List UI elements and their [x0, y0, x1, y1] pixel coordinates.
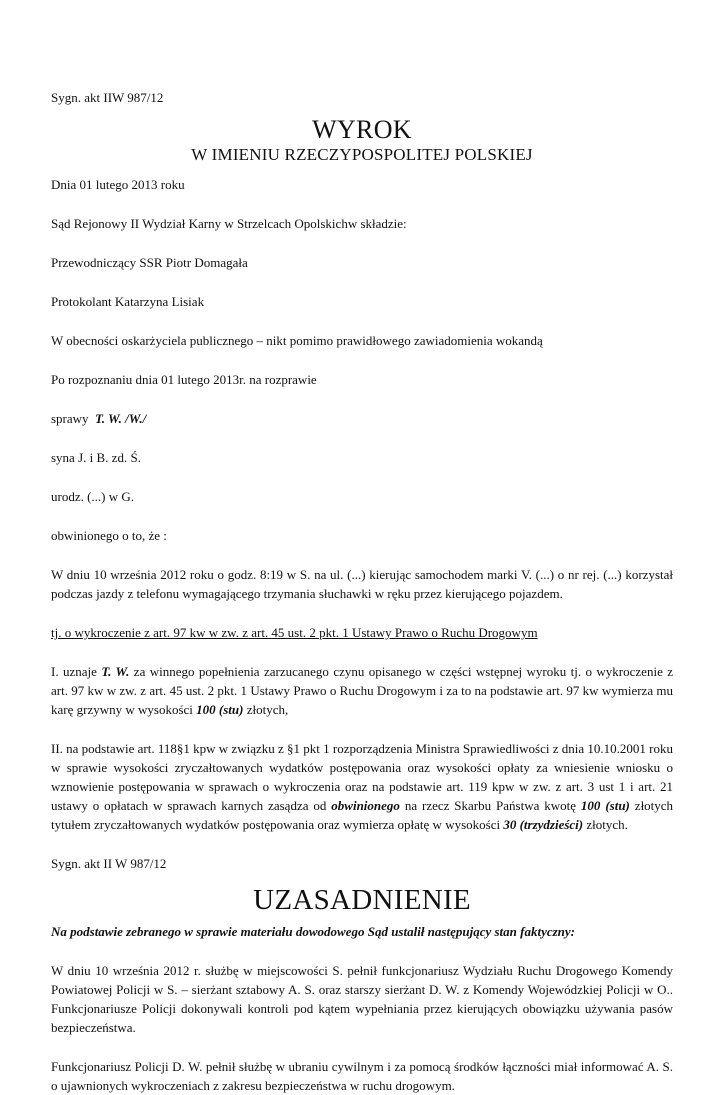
case-line — [51, 409, 673, 428]
document-body — [51, 88, 673, 1095]
justification-title: UZASADNIENIE — [253, 884, 471, 916]
verdict-2-party: obwinionego — [331, 798, 400, 813]
verdict-2-text-d: złotych. — [586, 817, 628, 832]
clerk-line: Protokolant Katarzyna Lisiak — [51, 294, 205, 309]
verdict-1-amount: 100 (stu) — [196, 702, 244, 717]
justification-paragraph-2: Funkcjonariusz Policji D. W. pełnił służbę w ubraniu cywilnym i za pomocą środków łączności miał informować A. S. o ujawnionych wykroczeniach z zakresu bezpieczeństwa w ruchu drogowym. — [51, 1059, 673, 1093]
son-of-line: syna J. i B. zd. Ś. — [51, 450, 141, 465]
verdict-1-defendant: T. W. — [101, 664, 130, 679]
document-title: WYROK — [312, 115, 412, 144]
justification-signature: Sygn. akt II W 987/12 — [51, 856, 167, 871]
verdict-point-1 — [51, 662, 673, 719]
justification-heading: Na podstawie zebranego w sprawie materiału dowodowego Sąd ustalił następujący stan faktyczny: — [51, 924, 575, 939]
verdict-2-fee: 30 (trzydzieści) — [503, 817, 584, 832]
offence-line: tj. o wykroczenie z art. 97 kw w zw. z art. 45 ust. 2 pkt. 1 Ustawy Prawo o Ruchu Drogowym — [51, 625, 538, 640]
date-line: Dnia 01 lutego 2013 roku — [51, 177, 185, 192]
verdict-2-text-a: II. na podstawie art. 118§1 kpw w związku z §1 pkt 1 rozporządzenia Ministra Sprawiedliwości z dnia 10.10.2001 roku w sprawie wysokości zryczałtowanych wydatków postępowania oraz wysokości opłaty za wniesienie wniosku o wznowienie postępowania w sprawach o wykroczenia oraz na podstawie art. 119 kpw w zw. z art. 3 ust 1 i art. 21 ustawy o opłatach w sprawach karnych zasądza od — [51, 741, 673, 813]
case-prefix: sprawy — [51, 411, 89, 426]
verdict-1-text-a: I. uznaje — [51, 664, 97, 679]
justification-paragraph-1: W dniu 10 września 2012 r. służbę w miejscowości S. pełnił funkcjonariusz Wydziału Ruchu Drogowego Komendy Powiatowej Policji w S. – sierżant sztabowy A. S. oraz starszy sierżant D. W. z Komendy Wojewódzkiej Policji w O.. Funkcjonariusze Policji dokonywali kontroli pod kątem wypełniania przez kierujących obowiązku używania pasów bezpieczeństwa. — [51, 963, 673, 1035]
verdict-2-amount: 100 (stu) — [580, 798, 630, 813]
verdict-point-2 — [51, 739, 673, 834]
court-line: Sąd Rejonowy II Wydział Karny w Strzelcach Opolskichw składzie: — [51, 216, 407, 231]
verdict-1-text-c: złotych, — [246, 702, 289, 717]
verdict-2-text-c: złotych tytułem zryczałtowanych wydatków postępowania oraz wymierza opłatę w wysokości — [51, 798, 674, 832]
verdict-2-text-b: na rzecz Skarbu Państwa kwotę — [404, 798, 577, 813]
case-signature: Sygn. akt IIW 987/12 — [51, 90, 164, 105]
document-subtitle: W IMIENIU RZECZYPOSPOLITEJ POLSKIEJ — [191, 145, 533, 164]
facts-paragraph: W dniu 10 września 2012 roku o godz. 8:19 w S. na ul. (...) kierując samochodem marki V. (...) o nr rej. (...) korzystał podczas jazdy z telefonu wymagającego trzymania słuchawki w ręku przez kierującego pojazdem. — [51, 567, 673, 601]
prosecutor-line: W obecności oskarżyciela publicznego – nikt pomimo prawidłowego zawiadomienia wokandą — [51, 333, 543, 348]
charged-line: obwinionego o to, że : — [51, 528, 167, 543]
hearing-line: Po rozpoznaniu dnia 01 lutego 2013r. na rozprawie — [51, 372, 317, 387]
born-line: urodz. (...) w G. — [51, 489, 135, 504]
case-defendant: T. W. /W./ — [95, 411, 147, 426]
verdict-1-text-b: za winnego popełnienia zarzucanego czynu opisanego w części wstępnej wyroku tj. o wykroczenie z art. 97 kw w zw. z art. 45 ust. 2 pkt. 1 Ustawy Prawo o Ruchu Drogowym i za to na podstawie art. 97 kw wymierza mu karę grzywny w wysokości — [51, 664, 674, 717]
judge-line: Przewodniczący SSR Piotr Domagała — [51, 255, 248, 270]
